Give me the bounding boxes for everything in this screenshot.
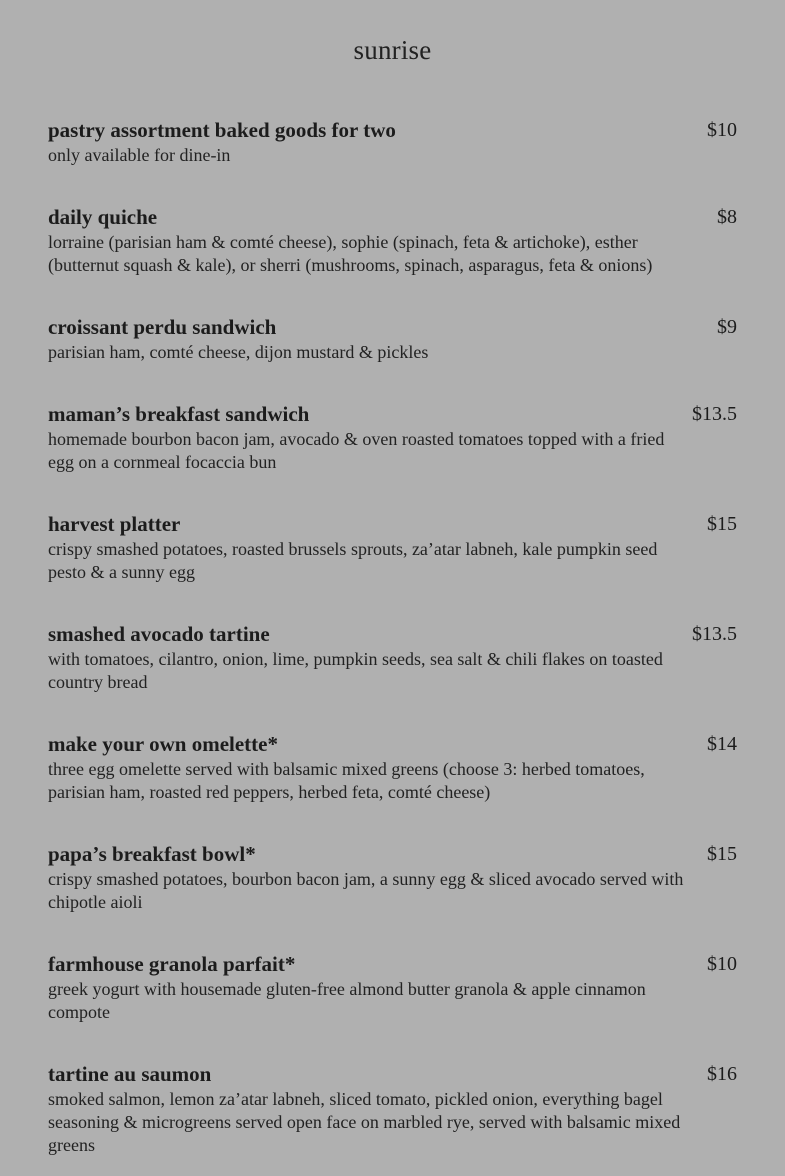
item-price: $16	[707, 1063, 737, 1085]
item-description: parisian ham, comté cheese, dijon mustard & pickles	[48, 342, 429, 362]
menu-list	[48, 116, 737, 1170]
menu-item	[48, 203, 737, 313]
item-description: lorraine (parisian ham & comté cheese), sophie (spinach, feta & artichoke), esther (butternut squash & kale), or sherri (mushrooms, spinach, asparagus, feta & onions)	[48, 232, 653, 275]
item-price: $15	[707, 513, 737, 535]
item-name: tartine au saumon	[48, 1062, 212, 1086]
item-price: $13.5	[692, 623, 737, 645]
item-price: $14	[707, 733, 737, 755]
menu-item	[48, 116, 737, 203]
item-name: maman’s breakfast sandwich	[48, 402, 310, 426]
menu-item	[48, 950, 737, 1060]
menu-item	[48, 840, 737, 950]
menu-item	[48, 730, 737, 840]
item-name: pastry assortment baked goods for two	[48, 118, 396, 142]
menu-item	[48, 400, 737, 510]
item-price: $9	[717, 316, 737, 338]
menu-item	[48, 620, 737, 730]
item-price: $8	[717, 206, 737, 228]
item-description: three egg omelette served with balsamic mixed greens (choose 3: herbed tomatoes, parisian ham, roasted red peppers, herbed feta, comté cheese)	[48, 759, 645, 802]
item-description: smoked salmon, lemon za’atar labneh, sliced tomato, pickled onion, everything bagel seasoning & microgreens served open face on marbled rye, served with balsamic mixed greens	[48, 1089, 681, 1155]
item-description: only available for dine-in	[48, 145, 231, 165]
item-price: $15	[707, 843, 737, 865]
item-description: crispy smashed potatoes, bourbon bacon jam, a sunny egg & sliced avocado served with chipotle aioli	[48, 869, 684, 912]
menu-title: sunrise	[353, 35, 432, 65]
item-description: homemade bourbon bacon jam, avocado & oven roasted tomatoes topped with a fried egg on a cornmeal focaccia bun	[48, 429, 665, 472]
item-price: $10	[707, 119, 737, 141]
item-name: make your own omelette*	[48, 732, 278, 756]
item-name: papa’s breakfast bowl*	[48, 842, 256, 866]
menu-item	[48, 1060, 737, 1170]
item-name: harvest platter	[48, 512, 181, 536]
item-price: $10	[707, 953, 737, 975]
item-description: crispy smashed potatoes, roasted brussels sprouts, za’atar labneh, kale pumpkin seed pesto & a sunny egg	[48, 539, 658, 582]
item-name: croissant perdu sandwich	[48, 315, 277, 339]
item-name: smashed avocado tartine	[48, 622, 270, 646]
item-price: $13.5	[692, 403, 737, 425]
item-description: greek yogurt with housemade gluten-free almond butter granola & apple cinnamon compote	[48, 979, 646, 1022]
item-name: farmhouse granola parfait*	[48, 952, 296, 976]
item-description: with tomatoes, cilantro, onion, lime, pumpkin seeds, sea salt & chili flakes on toasted country bread	[48, 649, 663, 692]
menu-item	[48, 510, 737, 620]
item-name: daily quiche	[48, 205, 158, 229]
menu-item	[48, 313, 737, 400]
